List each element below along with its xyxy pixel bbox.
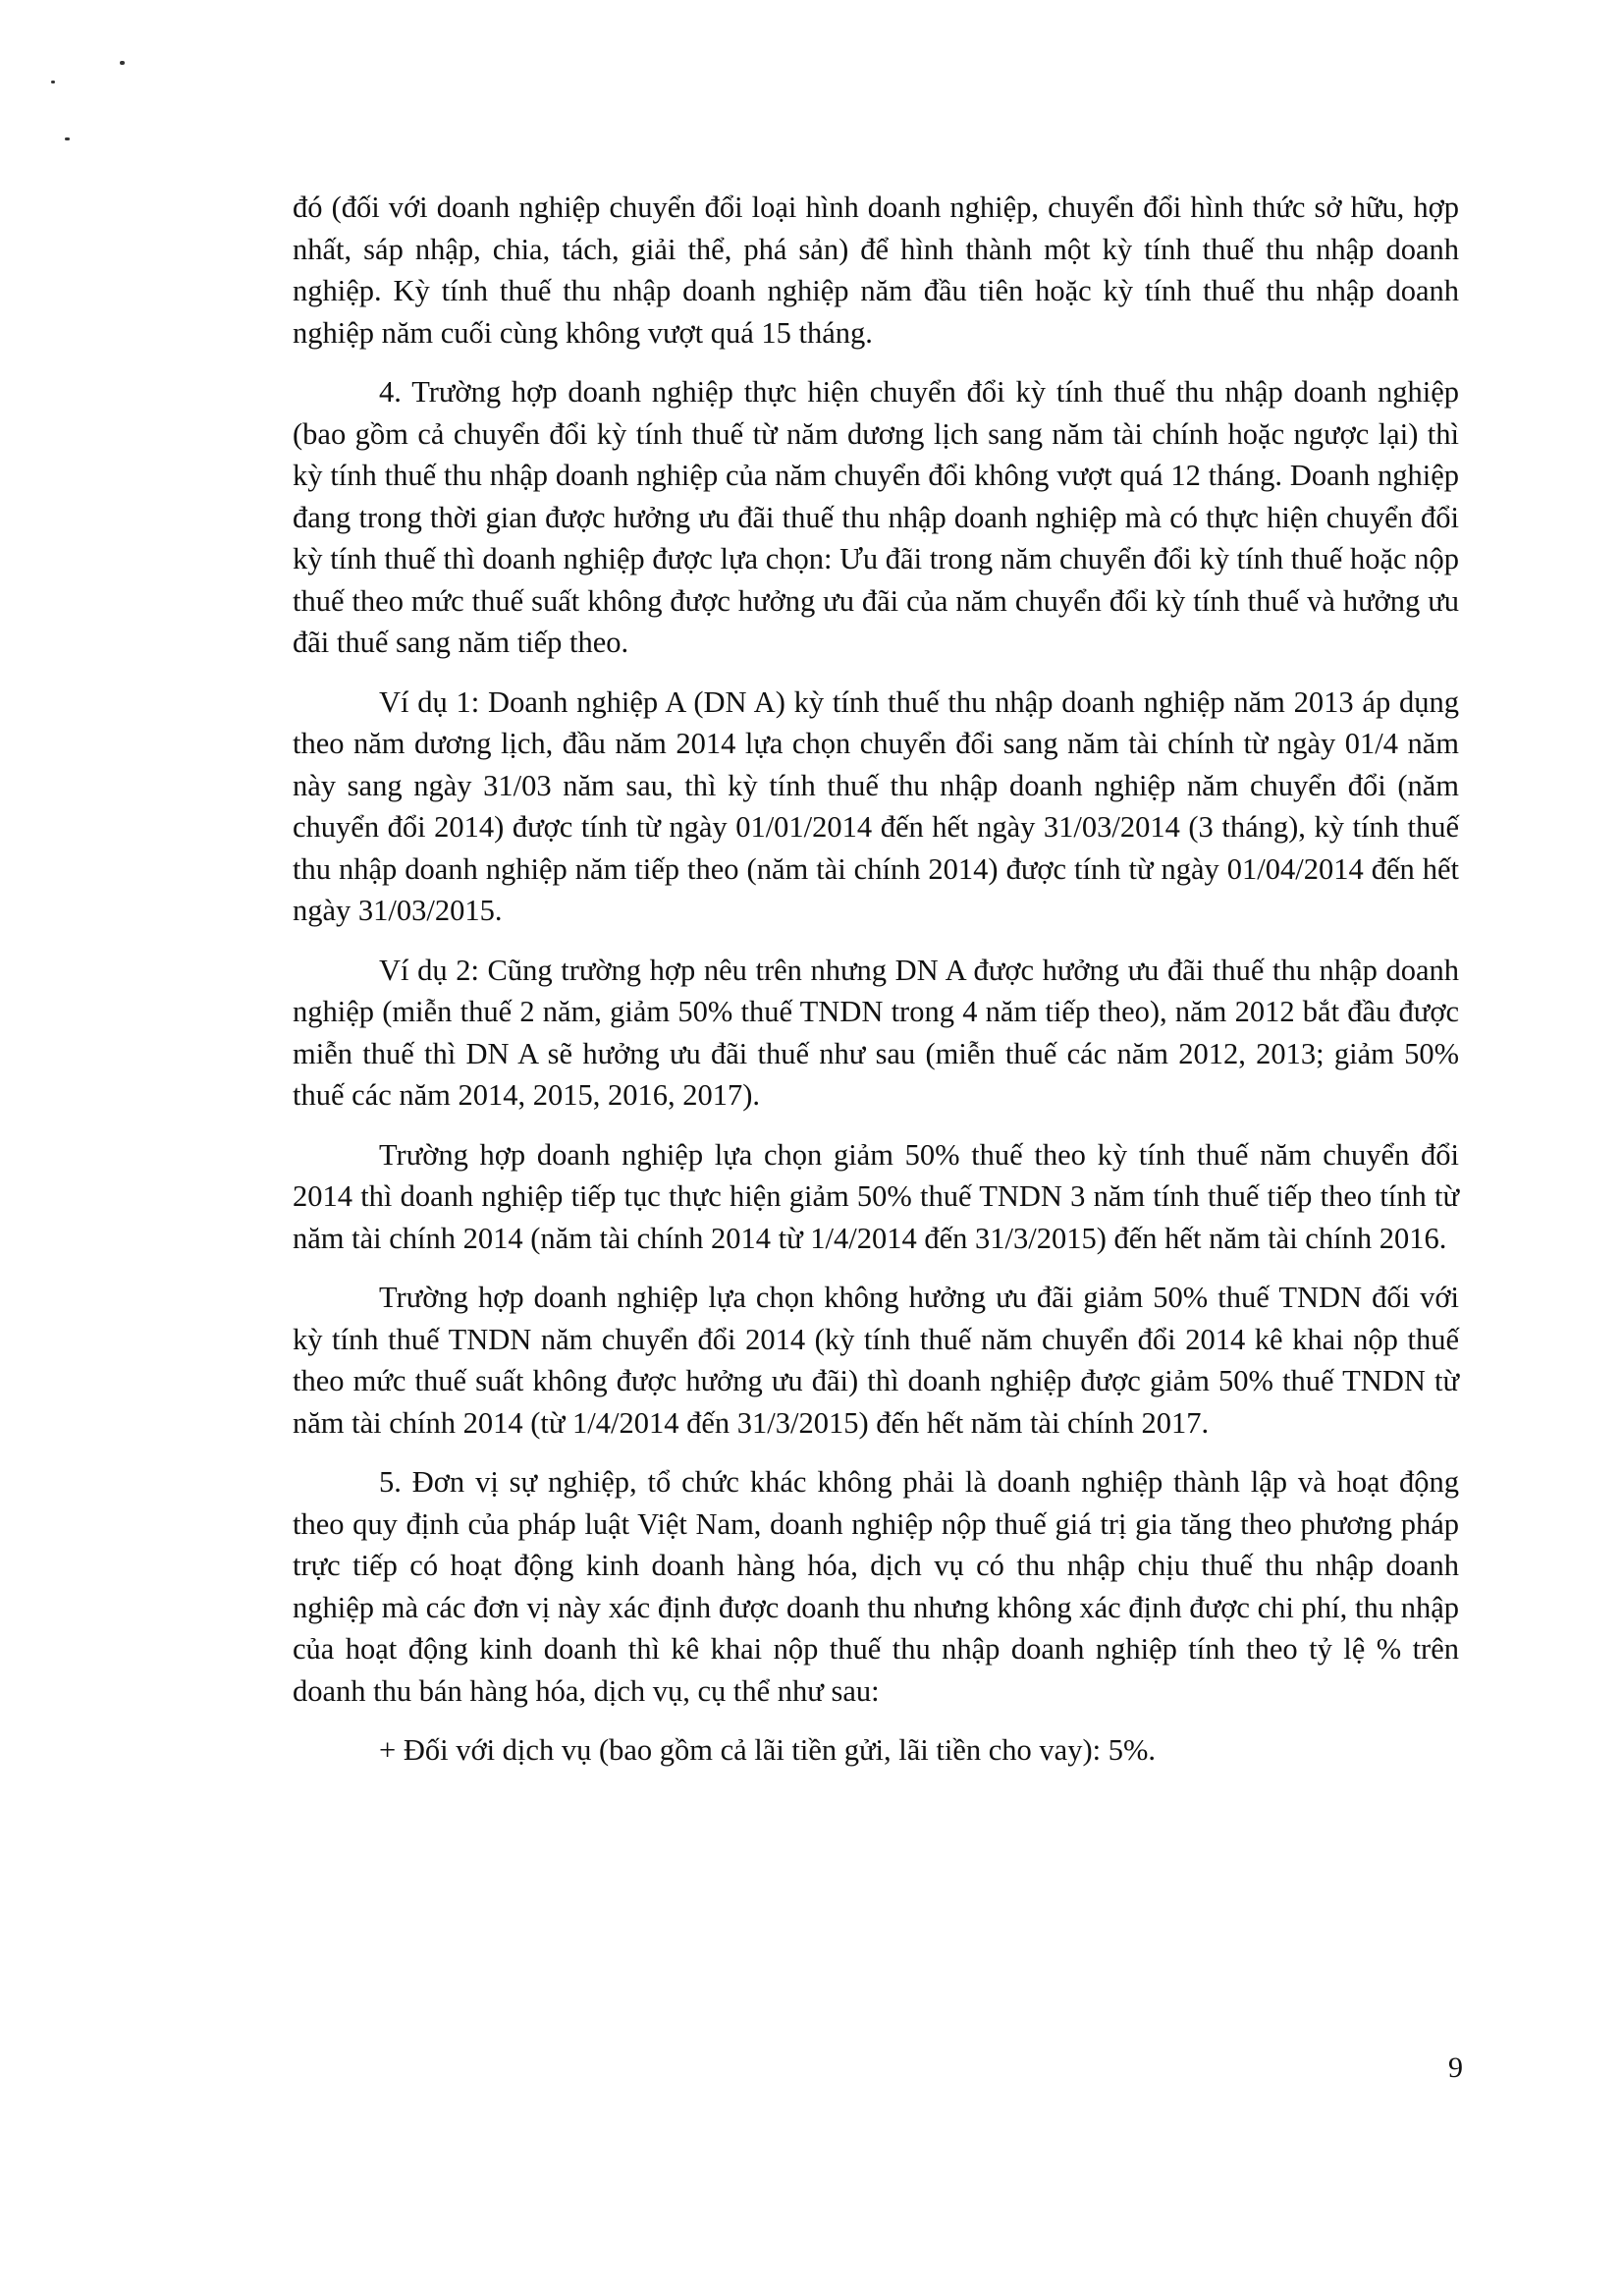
- paragraph-services-rate: + Đối với dịch vụ (bao gồm cả lãi tiền gửi, lãi tiền cho vay): 5%.: [379, 1733, 1156, 1767]
- paragraph-case-no-incentive: Trường hợp doanh nghiệp lựa chọn không hưởng ưu đãi giảm 50% thuế TNDN đối với kỳ tính thuế TNDN năm chuyển đổi 2014 (kỳ tính thuế năm chuyển đổi 2014 kê khai nộp thuế theo mức thuế suất không được hưởng ưu đãi) thì doanh nghiệp được giảm 50% thuế TNDN từ năm tài chính 2014 (từ 1/4/2014 đến 31/3/2015) đến hết năm tài chính 2017.: [293, 1281, 1459, 1440]
- scan-mark-2: [120, 61, 125, 65]
- scan-mark-1: [51, 81, 55, 83]
- scan-mark-3: [65, 137, 70, 140]
- paragraph-continuation: đó (đối với doanh nghiệp chuyển đổi loại hình doanh nghiệp, chuyển đổi hình thức sở hữu, hợp nhất, sáp nhập, chia, tách, giải thể, phá sản) để hình thành một kỳ tính thuế thu nhập doanh nghiệp. Kỳ tính thuế thu nhập doanh nghiệp năm đầu tiên hoặc kỳ tính thuế thu nhập doanh nghiệp năm cuối cùng không vượt quá 15 tháng.: [293, 191, 1459, 350]
- page-number: 9: [1448, 2051, 1463, 2084]
- paragraph-case-reduce: Trường hợp doanh nghiệp lựa chọn giảm 50% thuế theo kỳ tính thuế năm chuyển đổi 2014 thì doanh nghiệp tiếp tục thực hiện giảm 50% thuế TNDN 3 năm tính thuế tiếp theo tính từ năm tài chính 2014 (năm tài chính 2014 từ 1/4/2014 đến 31/3/2015) đến hết năm tài chính 2016.: [293, 1137, 1459, 1255]
- paragraph-example-2: Ví dụ 2: Cũng trường hợp nêu trên nhưng DN A được hưởng ưu đãi thuế thu nhập doanh nghiệp (miễn thuế 2 năm, giảm 50% thuế TNDN trong 4 năm tiếp theo), năm 2012 bắt đầu được miễn thuế thì DN A sẽ hưởng ưu đãi thuế như sau (miễn thuế các năm 2012, 2013; giảm 50% thuế các năm 2014, 2015, 2016, 2017).: [293, 953, 1459, 1112]
- body-text: [293, 187, 1459, 1789]
- paragraph-section-4: 4. Trường hợp doanh nghiệp thực hiện chuyển đổi kỳ tính thuế thu nhập doanh nghiệp (bao gồm cả chuyển đổi kỳ tính thuế từ năm dương lịch sang năm tài chính hoặc ngược lại) thì kỳ tính thuế thu nhập doanh nghiệp của năm chuyển đổi không vượt quá 12 tháng. Doanh nghiệp đang trong thời gian được hưởng ưu đãi thuế thu nhập doanh nghiệp mà có thực hiện chuyển đổi kỳ tính thuế thì doanh nghiệp được lựa chọn: Ưu đãi trong năm chuyển đổi kỳ tính thuế hoặc nộp thuế theo mức thuế suất không được hưởng ưu đãi của năm chuyển đổi kỳ tính thuế và hưởng ưu đãi thuế sang năm tiếp theo.: [293, 375, 1459, 659]
- paragraph-example-1: Ví dụ 1: Doanh nghiệp A (DN A) kỳ tính thuế thu nhập doanh nghiệp năm 2013 áp dụng theo năm dương lịch, đầu năm 2014 lựa chọn chuyển đổi sang năm tài chính từ ngày 01/4 năm này sang ngày 31/03 năm sau, thì kỳ tính thuế thu nhập doanh nghiệp năm chuyển đổi (năm chuyển đổi 2014) được tính từ ngày 01/01/2014 đến hết ngày 31/03/2014 (3 tháng), kỳ tính thuế thu nhập doanh nghiệp năm tiếp theo (năm tài chính 2014) được tính từ ngày 01/04/2014 đến hết ngày 31/03/2015.: [293, 684, 1459, 927]
- paragraph-section-5: 5. Đơn vị sự nghiệp, tổ chức khác không phải là doanh nghiệp thành lập và hoạt động theo quy định của pháp luật Việt Nam, doanh nghiệp nộp thuế giá trị gia tăng theo phương pháp trực tiếp có hoạt động kinh doanh hàng hóa, dịch vụ có thu nhập chịu thuế thu nhập doanh nghiệp mà các đơn vị này xác định được doanh thu nhưng không xác định được chi phí, thu nhập của hoạt động kinh doanh thì kê khai nộp thuế thu nhập doanh nghiệp tính theo tỷ lệ % trên doanh thu bán hàng hóa, dịch vụ, cụ thể như sau:: [293, 1465, 1459, 1708]
